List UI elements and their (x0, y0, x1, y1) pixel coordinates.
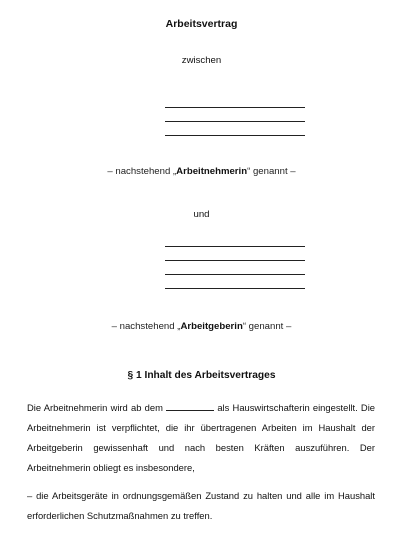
employer-city-blank[interactable] (165, 288, 305, 289)
employee-address-blank[interactable] (165, 121, 305, 122)
employee-role-line (0, 166, 403, 177)
paragraph-1-start: Die Arbeitnehmerin wird ab dem (27, 402, 167, 413)
employer-address-blank[interactable] (165, 274, 305, 275)
between-label: zwischen (181, 55, 222, 66)
employer-role-name: Arbeitgeberin (180, 321, 243, 332)
employer-name-blank[interactable] (165, 246, 305, 247)
employee-city-blank[interactable] (165, 135, 305, 136)
and-label: und (193, 209, 210, 220)
employer-role-line (0, 321, 403, 332)
employer-representative-blank[interactable] (165, 260, 305, 261)
paragraph-1-end: als Hauswirtschafterin eingestellt. Die Arbeitnehmerin ist verpflichtet, die ihr übertragenen Arbeiten im Haushalt der Arbeitgeberin gewissenhaft und nach besten Kräften auszuführen. Der Arbeitnehmerin obliegt es insbesondere, (27, 402, 375, 473)
section-paragraph-2: – die Arbeitsgeräte in ordnungsgemäßen Zustand zu halten und alle im Haushalt erforderlichen Schutzmaßnahmen zu treffen. (27, 490, 375, 521)
employer-role-suffix: “ genannt – (242, 321, 292, 332)
document-title: Arbeitsvertrag (165, 18, 238, 30)
employee-role-suffix: “ genannt – (247, 166, 296, 177)
employee-role-name: Arbeitnehmerin (176, 166, 248, 177)
start-date-blank[interactable] (166, 401, 214, 411)
employee-name-blank[interactable] (165, 107, 305, 108)
employer-role-prefix: – nachstehend „ (111, 321, 181, 332)
section-heading: § 1 Inhalt des Arbeitsvertrages (127, 370, 276, 381)
section-paragraph-1 (27, 398, 375, 478)
employee-role-prefix: – nachstehend „ (107, 166, 177, 177)
